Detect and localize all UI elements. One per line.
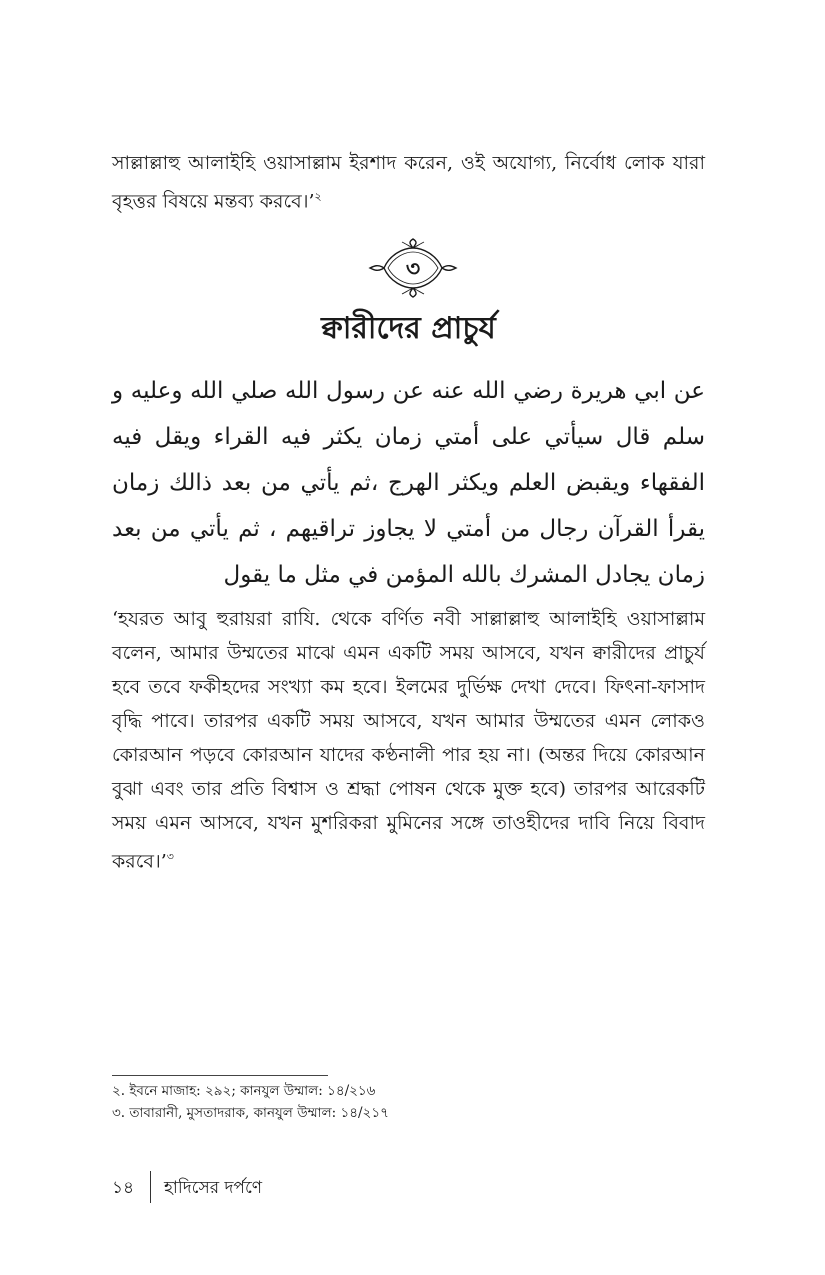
- footnote-ref-3: ৩: [166, 850, 174, 863]
- chapter-ornament: [368, 238, 458, 298]
- paragraph-1-text: সাল্লাল্লাহু আলাইহি ওয়াসাল্লাম ইরশাদ করেন, ওই অযোগ্য, নির্বোধ লোক যারা বৃহত্তর বিষয়ে মন্তব্য করবে।’: [112, 152, 705, 213]
- running-title: হাদিসের দর্পণে: [164, 1178, 263, 1198]
- footnote-item: ২. ইবনে মাজাহ: ২৯২; কানযুল উম্মাল: ১৪/২১৬: [112, 1083, 376, 1099]
- footnote-divider: [112, 1075, 328, 1076]
- arabic-hadith-text: عن ابي هريرة رضي الله عنه عن رسول الله صلي الله وعليه و سلم قال سيأتي على أمتي زمان يكثر فيه القراء ويقل فيه الفقهاء ويقبض العلم ويكثر الهرج ،ثم يأتي من بعد ذالك زمان يقرأ القرآن رجال من أمتي لا يجاوز تراقيهم ، ثم يأتي من بعد زمان يجادل المشرك بالله المؤمن في مثل ما يقول: [112, 378, 705, 588]
- chapter-title: ক্বারীদের প্রাচুর্য: [321, 311, 496, 346]
- body-paragraph-2: [112, 602, 705, 878]
- page-number: ১৪: [112, 1178, 135, 1198]
- footnotes: [112, 1080, 389, 1124]
- footer-divider: [150, 1171, 151, 1203]
- body-paragraph-1: [112, 146, 705, 218]
- paragraph-2-text: ‘হযরত আবু হুরায়রা রাযি. থেকে বর্ণিত নবী সাল্লাল্লাহু আলাইহি ওয়াসাল্লাম বলেন, আমার উম্মতের মাঝে এমন একটি সময় আসবে, যখন ক্বারীদের প্রাচুর্য হবে তবে ফকীহদের সংখ্যা কম হবে। ইলমের দুর্ভিক্ষ দেখা দেবে। ফিৎনা-ফাসাদ বৃদ্ধি পাবে। তারপর একটি সময় আসবে, যখন আমার উম্মতের এমন লোকও কোরআন পড়বে কোরআন যাদের কণ্ঠনালী পার হয় না। (অন্তর দিয়ে কোরআন বুঝা এবং তার প্রতি বিশ্বাস ও শ্রদ্ধা পোষন থেকে মুক্ত হবে) তারপর আরেকটি সময় এমন আসবে, যখন মুশরিকরা মুমিনের সঙ্গে তাওহীদের দাবি নিয়ে বিবাদ করবে।’: [112, 608, 705, 873]
- chapter-number: ৩: [405, 256, 421, 282]
- footnote-ref-2: ২: [314, 190, 322, 203]
- footnote-item: ৩. তাবারানী, মুসতাদরাক, কানযুল উম্মাল: ১৪/২১৭: [112, 1105, 389, 1121]
